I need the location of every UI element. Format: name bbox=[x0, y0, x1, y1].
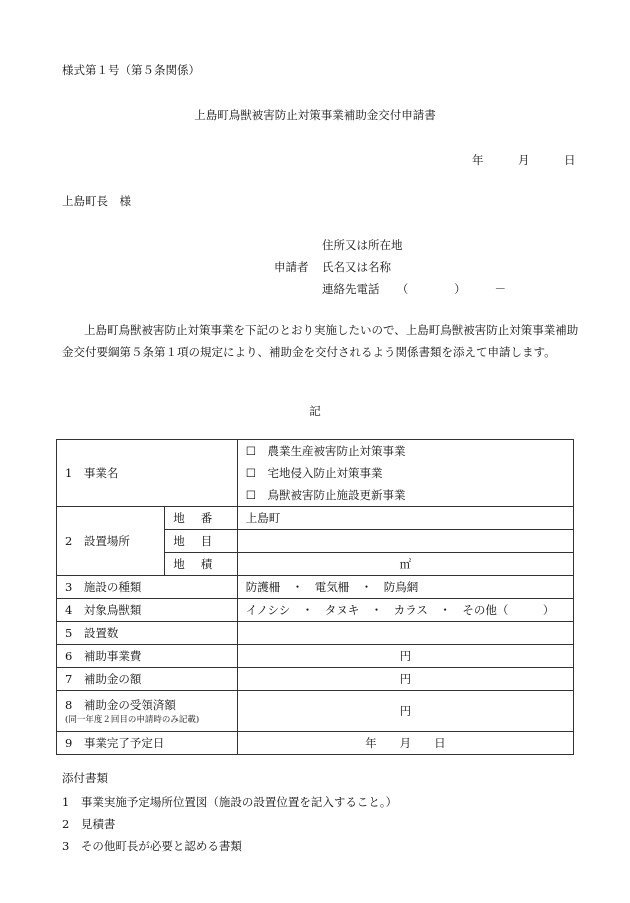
table-row bbox=[57, 576, 574, 599]
target-animal-options[interactable]: イノシシ ・ タヌキ ・ カラス ・ その他（ ） bbox=[237, 599, 573, 622]
subsidy-amount-label: 7 補助金の額 bbox=[57, 668, 238, 691]
form-number: 様式第１号（第５条関係） bbox=[62, 63, 200, 77]
applicant-name: 氏名又は名称 bbox=[322, 260, 391, 274]
attachment-item: 1 事業実施予定場所位置図（施設の設置位置を記入すること。） bbox=[62, 795, 398, 809]
install-count-field[interactable] bbox=[237, 622, 573, 645]
date-line bbox=[472, 152, 576, 168]
application-table bbox=[56, 439, 574, 755]
date-year: 年 bbox=[472, 153, 484, 167]
addressee: 上島町長 様 bbox=[62, 194, 131, 208]
target-animal-label: 4 対象鳥獣類 bbox=[57, 599, 238, 622]
sub-label-chiseki: 地積 bbox=[164, 553, 237, 576]
project-options bbox=[237, 440, 573, 507]
table-row bbox=[57, 645, 574, 668]
land-area-field[interactable]: ㎡ bbox=[237, 553, 573, 576]
attachment-item: 3 その他町長が必要と認める書類 bbox=[62, 839, 242, 853]
document-title: 上島町鳥獣被害防止対策事業補助金交付申請書 bbox=[194, 108, 436, 122]
install-count-label: 5 設置数 bbox=[57, 622, 238, 645]
completion-date-field[interactable]: 年 月 日 bbox=[237, 732, 573, 755]
location-label: 2 設置場所 bbox=[57, 507, 165, 576]
project-option[interactable]: ☐ 宅地侵入防止対策事業 bbox=[245, 466, 383, 480]
body-paragraph: 上島町鳥獣被害防止対策事業を下記のとおり実施したいので、上島町鳥獣被害防止対策事業補助金交付要綱第５条第１項の規定により、補助金を交付されるよう関係書類を添えて申請します。 bbox=[62, 323, 579, 359]
received-amount-label bbox=[57, 691, 238, 732]
attachment-item: 2 見積書 bbox=[62, 817, 116, 831]
applicant-address: 住所又は所在地 bbox=[322, 238, 403, 252]
table-row bbox=[57, 691, 574, 732]
project-name-label: 1 事業名 bbox=[57, 440, 238, 507]
table-row bbox=[57, 668, 574, 691]
sub-label-chimoku: 地目 bbox=[164, 530, 237, 553]
lot-number-field[interactable]: 上島町 bbox=[237, 507, 573, 530]
attachments-heading: 添付書類 bbox=[62, 771, 108, 785]
project-option[interactable]: ☐ 鳥獣被害防止施設更新事業 bbox=[245, 488, 406, 502]
date-day: 日 bbox=[564, 153, 576, 167]
applicant-label: 申請者 bbox=[274, 260, 309, 274]
date-month: 月 bbox=[518, 153, 530, 167]
facility-type-options[interactable]: 防護柵 ・ 電気柵 ・ 防鳥網 bbox=[237, 576, 573, 599]
facility-type-label: 3 施設の種類 bbox=[57, 576, 238, 599]
ki-heading: 記 bbox=[309, 404, 321, 418]
applicant-phone: 連絡先電話 （ ） － bbox=[322, 282, 506, 296]
project-cost-field[interactable]: 円 bbox=[237, 645, 573, 668]
table-row bbox=[57, 507, 574, 530]
project-cost-label: 6 補助事業費 bbox=[57, 645, 238, 668]
received-amount-field[interactable]: 円 bbox=[237, 691, 573, 732]
table-row bbox=[57, 599, 574, 622]
received-amount-note: (同一年度２回目の申請時のみ記載) bbox=[65, 715, 200, 725]
received-amount-title: 8 補助金の受領済額 bbox=[65, 698, 176, 712]
completion-date-label: 9 事業完了予定日 bbox=[57, 732, 238, 755]
table-row bbox=[57, 622, 574, 645]
sub-label-chiban: 地番 bbox=[164, 507, 237, 530]
table-row bbox=[57, 440, 574, 507]
land-category-field[interactable] bbox=[237, 530, 573, 553]
project-option[interactable]: ☐ 農業生産被害防止対策事業 bbox=[245, 444, 406, 458]
table-row bbox=[57, 732, 574, 755]
subsidy-amount-field[interactable]: 円 bbox=[237, 668, 573, 691]
